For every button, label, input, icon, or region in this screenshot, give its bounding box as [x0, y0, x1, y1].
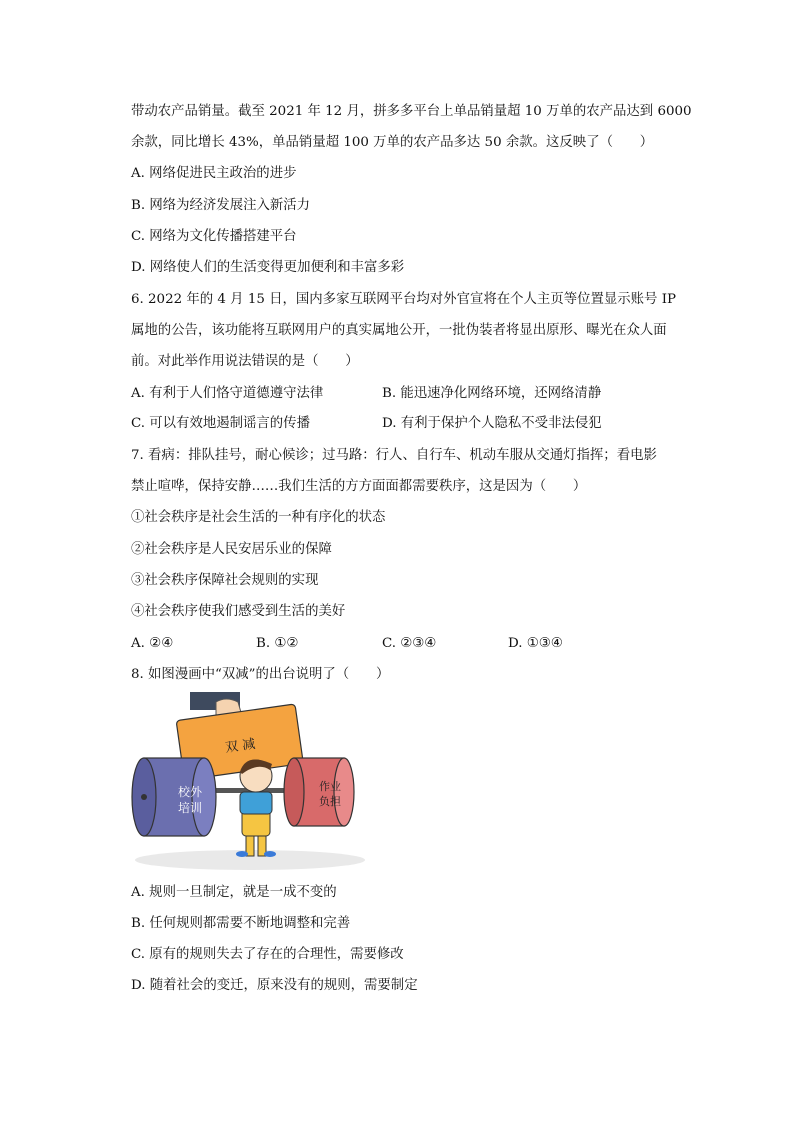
block-label: 双 减	[224, 736, 257, 757]
child-figure	[236, 760, 276, 858]
left-weight-label-1: 校外	[177, 785, 203, 799]
q5-option-d: D. 网络使人们的生活变得更加便利和丰富多彩	[131, 260, 405, 275]
q5-option-a: A. 网络促进民主政治的进步	[131, 166, 297, 181]
left-weight-label-2: 培训	[177, 801, 203, 815]
q7-option-d: D. ①③④	[508, 636, 563, 651]
q7-option-c: C. ②③④	[382, 636, 437, 651]
q7-stem-line-2: 禁止喧哗，保持安静……我们生活的方方面面都需要秩序，这是因为（ ）	[131, 479, 587, 494]
q5-option-b: B. 网络为经济发展注入新活力	[131, 198, 311, 213]
left-weight	[132, 758, 216, 836]
right-weight	[284, 758, 354, 826]
q6-option-d: D. 有利于保护个人隐私不受非法侵犯	[382, 416, 602, 431]
q5-stem-line-2: 余款，同比增长 43%，单品销量超 100 万单的农产品多达 50 余款。这反映了（ ）	[131, 135, 654, 150]
q6-stem-line-1: 6. 2022 年的 4 月 15 日，国内多家互联网平台均对外官宣将在个人主页等位置显示账号 IP	[131, 292, 677, 307]
q8-option-d: D. 随着社会的变迁，原来没有的规则，需要制定	[131, 978, 418, 993]
q7-stem-line-1: 7. 看病：排队挂号，耐心候诊；过马路：行人、自行车、机动车服从交通灯指挥；看电影	[131, 448, 657, 463]
q5-stem-line-1: 带动农产品销量。截至 2021 年 12 月，拼多多平台上单品销量超 10 万单的农产品达到 6000	[131, 104, 692, 119]
double-reduction-cartoon	[130, 692, 370, 872]
q6-stem-line-3: 前。对此举作用说法错误的是（ ）	[131, 354, 359, 369]
q7-statement-3: ③社会秩序保障社会规则的实现	[131, 573, 319, 588]
q7-statement-2: ②社会秩序是人民安居乐业的保障	[131, 542, 332, 557]
q7-option-a: A. ②④	[131, 636, 174, 651]
q8-option-c: C. 原有的规则失去了存在的合理性，需要修改	[131, 947, 404, 962]
q6-option-a: A. 有利于人们恪守道德遵守法律	[131, 386, 324, 401]
q6-option-b: B. 能迅速净化网络环境，还网络清静	[382, 386, 602, 401]
q6-stem-line-2: 属地的公告，该功能将互联网用户的真实属地公开，一批伪装者将显出原形、曝光在众人面	[131, 323, 667, 338]
q5-option-c: C. 网络为文化传播搭建平台	[131, 229, 297, 244]
q7-statement-1: ①社会秩序是社会生活的一种有序化的状态	[131, 510, 386, 525]
right-weight-label-1: 作业	[319, 780, 341, 793]
right-weight-label-2: 负担	[319, 795, 341, 808]
q6-option-c: C. 可以有效地遏制谣言的传播	[131, 416, 310, 431]
q8-option-b: B. 任何规则都需要不断地调整和完善	[131, 916, 351, 931]
q8-option-a: A. 规则一旦制定，就是一成不变的	[131, 885, 337, 900]
q7-option-b: B. ①②	[256, 636, 299, 651]
q8-stem: 8. 如图漫画中“双减”的出台说明了（ ）	[131, 667, 390, 682]
q7-statement-4: ④社会秩序使我们感受到生活的美好	[131, 604, 346, 619]
